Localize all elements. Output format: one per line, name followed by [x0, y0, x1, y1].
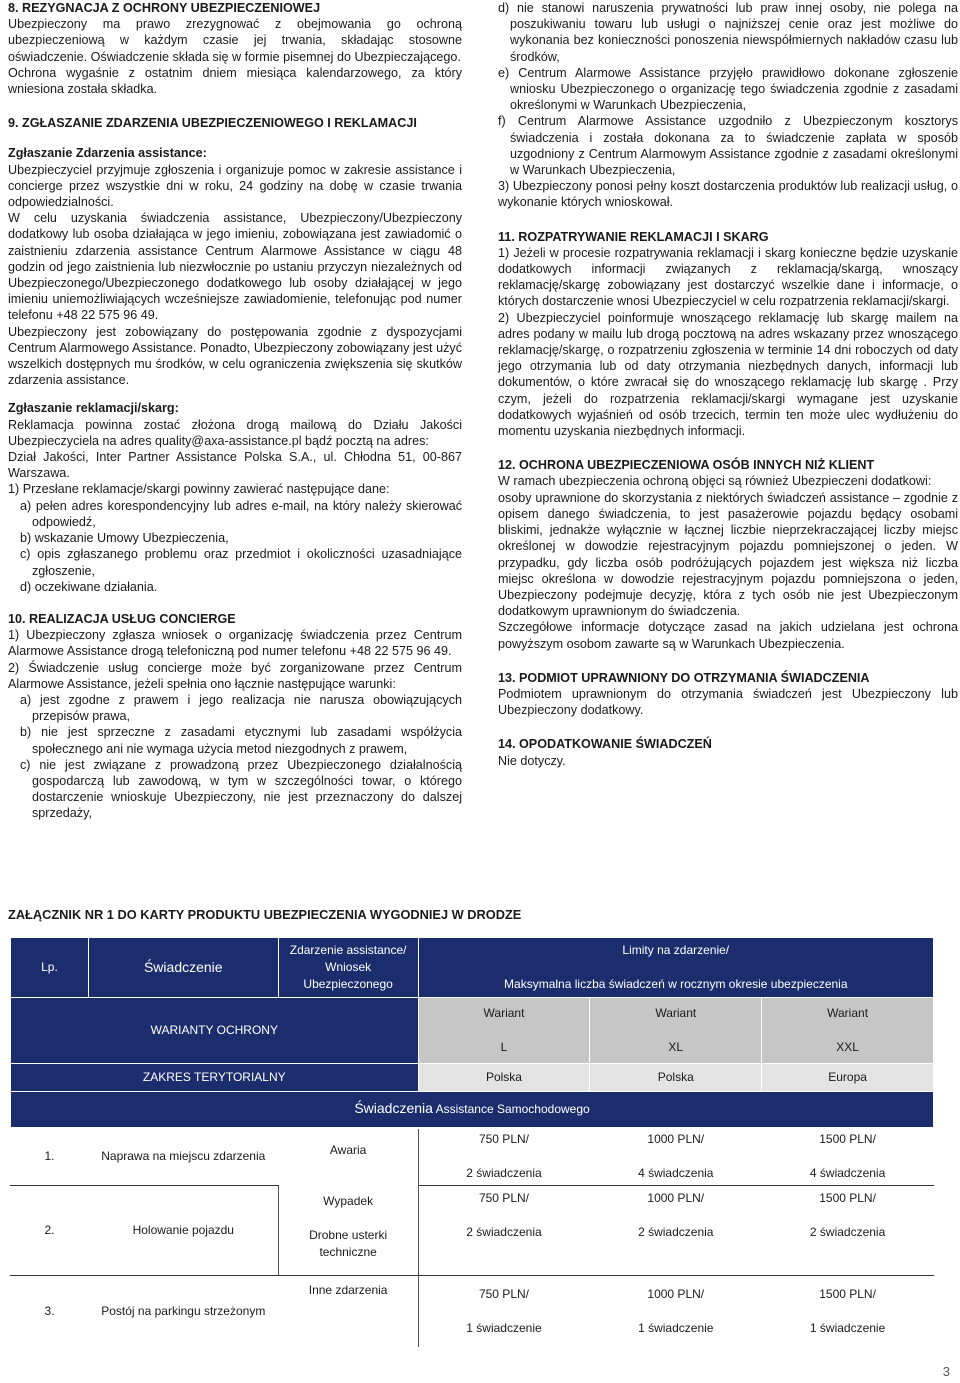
row-limit: 1000 PLN/ 2 świadczenia [590, 1186, 762, 1276]
section-8-paragraph: Ochrona wygaśnie z ostatnim dniem miesiąca kalendarzowego, za który wniesiona została składka. [8, 65, 462, 97]
section-label: Świadczenia Assistance Samochodowego [11, 1092, 934, 1128]
list-item: e) Centrum Alarmowe Assistance przyjęło prawidłowo dokonane zgłoszenie wniosku Ubezpieczonego o organizację tego świadczenia zgodnie z zasadami określonymi w Warunkach Ubezpieczenia, [498, 65, 958, 113]
section-13-title: 13. PODMIOT UPRAWNIONY DO OTRZYMANIA ŚWIADCZENIA [498, 670, 870, 685]
list-item: f) Centrum Alarmowe Assistance uzgodniło z Ubezpieczonym kosztorys świadczenia i została dokonana za to świadczenie zapłata w sposób uzgodniony z Centrum Alarmowym Assistance zgodnie z zasadami określonymi w Warunkach Ubezpieczenia, [498, 114, 958, 178]
section-10-paragraph: 2) Świadczenie usług concierge może być zorganizowane przez Centrum Alarmowe Assistance, jeżeli spełnia ono łącznie następujące warunki: [8, 660, 462, 691]
row-name: Naprawa na miejscu zdarzenia [88, 1128, 278, 1186]
section-8-title: 8. REZYGNACJA Z OCHRONY UBEZPIECZENIOWEJ [8, 1, 321, 15]
table-row [11, 1128, 934, 1186]
territory-value: Europa [762, 1064, 934, 1092]
list-item: b) wskazanie Umowy Ubezpieczenia, [20, 531, 229, 546]
variant-xl: Wariant XL [590, 998, 762, 1064]
row-limit: 1000 PLN/ 4 świadczenia [590, 1128, 762, 1186]
section-9-paragraph: Ubezpieczyciel przyjmuje zgłoszenia i organizuje pomoc w zakresie assistance i concierge przez wszystkie dni w roku, 24 godziny na dobę w czasie trwania odpowiedzialności. [8, 162, 462, 210]
list-item: a) jest zgodne z prawem i jego realizacja nie narusza obowiązujących przepisów prawa, [20, 692, 462, 724]
left-column [8, 0, 462, 822]
variant-xxl: Wariant XXL [762, 998, 934, 1064]
section-row [11, 1092, 934, 1128]
row-limit: 750 PLN/ 2 świadczenia [418, 1186, 590, 1276]
table-header-row [11, 938, 934, 998]
section-11-title: 11. ROZPATRYWANIE REKLAMACJI I SKARG [498, 229, 769, 244]
subheading-assistance: Zgłaszanie Zdarzenia assistance: [8, 146, 207, 161]
section-9-title: 9. ZGŁASZANIE ZDARZENIA UBEZPIECZENIOWEGO I REKLAMACJI [8, 116, 417, 131]
territory-value: Polska [590, 1064, 762, 1092]
row-limit: 1000 PLN/ 1 świadczenie [590, 1276, 762, 1348]
row-event: Awaria Wypadek Drobne usterki techniczne [278, 1128, 418, 1276]
subheading-complaints: Zgłaszanie reklamacji/skarg: [8, 401, 179, 416]
list-item: d) nie stanowi naruszenia prywatności lub praw innej osoby, nie polega na poszukiwaniu towaru lub usługi o najniższej cenie oraz jest możliwe do wykonania bez konieczności ponoszenia niewspółmiernych nakładów czasu lub środków, [498, 1, 958, 64]
header-limity: Limity na zdarzenie/ Maksymalna liczba świadczeń w rocznym okresie ubezpieczenia [418, 938, 933, 998]
row-limit: 1500 PLN/ 1 świadczenie [762, 1276, 934, 1348]
variant-l: Wariant L [418, 998, 590, 1064]
list-item: a) pełen adres korespondencyjny lub adres e-mail, na który należy skierować odpowiedź, [20, 498, 462, 529]
section-12-paragraph: osoby uprawnione do skorzystania z niektórych świadczeń assistance – zgodnie z opisem danego świadczenia, to jest pasażerowie pojazdu będący osobami bliskimi, jednakże wyłącznie w łącznej liczbie nieprzekraczającej liczby miejsc określonej w dowodzie rejestracyjnym pojazdu pomniejszonej o jeden. W przypadku, gdy liczba osób podróżujących pojazdem jest większa niż liczba miejsc określona w dowodzie rejestracyjnym pojazdu pomniejszona o jeden, Ubezpieczony podejmuje decyzję, która z tych osób nie jest Ubezpieczonym dodatkowym uprawnionym do świadczenia. [498, 490, 958, 619]
row-limit: 750 PLN/ 2 świadczenia [418, 1128, 590, 1186]
row-limit: 750 PLN/ 1 świadczenie [418, 1276, 590, 1348]
header-zdarzenie: Zdarzenie assistance/ Wniosek Ubezpieczonego [278, 938, 418, 998]
section-8-paragraph: Ubezpieczony ma prawo zrezygnować z obejmowania go ochroną ubezpieczeniową w każdym czasie jej trwania, składając stosowne oświadczenie. Oświadczenie składa się w formie pisemnej do Ubezpieczającego. [8, 17, 462, 64]
right-column [498, 0, 958, 769]
section-14-paragraph: Nie dotyczy. [498, 753, 566, 768]
section-10-paragraph: 1) Ubezpieczony zgłasza wniosek o organizację świadczenia przez Centrum Alarmowe Assistance drogą telefoniczną pod numer telefonu +48 22 575 96 49. [8, 628, 462, 659]
section-11-paragraph: 1) Jeżeli w procesie rozpatrywania reklamacji i skarg konieczne będzie uzyskanie dodatkowych informacji związanych z reklamacją/skargą, wnoszący reklamację/skargę zobowiązany jest dostarczyć wszelkie dane i informacje, o których dostarczenie wnosi Ubezpieczyciel w celu rozpatrzenia reklamacji/skargi. [498, 245, 958, 309]
row-event: Inne zdarzenia [278, 1276, 418, 1348]
variants-label: WARIANTY OCHRONY [11, 998, 419, 1064]
list-item: d) oczekiwane działania. [20, 579, 158, 594]
list-item: c) nie jest związane z prowadzoną przez Ubezpieczonego działalnością gospodarczą lub zawodową, w tym w szczególności towar, o którego dostarczenie wnioskuje Ubezpieczony, nie jest przeznaczony do dalszej sprzedaży, [20, 757, 462, 821]
section-9-paragraph: W celu uzyskania świadczenia assistance, Ubezpieczony/Ubezpieczony dodatkowy lub osoba działająca w jego imieniu, zobowiązana jest zawiadomić o zaistnieniu zdarzenia assistance Centrum Alarmowe Assistance w ciągu 48 godzin od jego zaistnienia lub niezwłocznie po ustaniu przyczyn niezależnych od Ubezpieczonego/Ubezpieczonego dodatkowego lub osoby działającej w jego imieniu uniemożliwiających wcześniejsze zawiadomienie, telefonując pod numer telefonu +48 22 575 96 49. [8, 211, 462, 323]
list-item: c) opis zgłaszanego problemu oraz przedmiot i okoliczności uzasadniające zgłoszenie, [20, 547, 462, 578]
list-item: b) nie jest sprzeczne z zasadami etycznymi lub zasadami współżycia społecznego ani nie wymaga użycia metod niezgodnych z prawem, [20, 725, 462, 756]
section-10-paragraph: 3) Ubezpieczony ponosi pełny koszt dostarczenia produktów lub realizacji usług, o wykonanie których wnioskował. [498, 179, 958, 210]
row-lp: 3. [11, 1276, 89, 1348]
row-limit: 1500 PLN/ 2 świadczenia [762, 1186, 934, 1276]
territory-value: Polska [418, 1064, 590, 1092]
section-12-title: 12. OCHRONA UBEZPIECZENIOWA OSÓB INNYCH NIŻ KLIENT [498, 458, 875, 473]
page-number: 3 [942, 1364, 950, 1379]
table-row [11, 1276, 934, 1348]
header-swiadczenie: Świadczenie [88, 938, 278, 998]
row-name: Holowanie pojazdu [88, 1186, 278, 1276]
section-9-paragraph: Ubezpieczony jest zobowiązany do postępowania zgodnie z dyspozycjami Centrum Alarmowego Assistance. Ponadto, Ubezpieczony zobowiązany jest użyć wszelkich dostępnych mu środków, w celu ograniczenia zwiększenia się skutków zdarzenia assistance. [8, 324, 462, 388]
row-lp: 2. [11, 1186, 89, 1276]
section-10-title: 10. REALIZACJA USŁUG CONCIERGE [8, 611, 236, 626]
section-9-paragraph: 1) Przesłane reklamacje/skargi powinny zawierać następujące dane: [8, 482, 390, 497]
territory-row [11, 1064, 934, 1092]
row-name: Postój na parkingu strzeżonym [88, 1276, 278, 1348]
section-12-paragraph: Szczegółowe informacje dotyczące zasad na jakich udzielana jest ochrona powyższym osobom zawarte są w Warunkach Ubezpieczenia. [498, 620, 958, 651]
section-11-paragraph: 2) Ubezpieczyciel poinformuje wnoszącego reklamację lub skargę mailem na adres podany w mailu lub drogą pocztową na adres wskazany przez wnoszącego reklamację/skargę, o rozpatrzeniu zgłoszenia w terminie 14 dni roboczych od daty jego otrzymania lub od daty otrzymania niezbędnych danych, informacji lub dokumentów, o które zwracał się do wnoszącego reklamację lub skargę . Przy czym, jeżeli do rozpatrzenia reklamacji/skargi wymagane jest uzyskanie dodatkowych wyjaśnień od osób trzecich, termin ten może ulec wydłużeniu do momentu uzyskania niezbędnych informacji. [498, 310, 958, 439]
variants-row [11, 998, 934, 1064]
section-9-address: Dział Jakości, Inter Partner Assistance Polska S.A., ul. Chłodna 51, 00-867 Warszawa. [8, 450, 462, 481]
annex-title: ZAŁĄCZNIK NR 1 DO KARTY PRODUKTU UBEZPIECZENIA WYGODNIEJ W DRODZE [8, 907, 522, 922]
section-13-paragraph: Podmiotem uprawnionym do otrzymania świadczeń jest Ubezpieczony lub Ubezpieczony dodatkowy. [498, 686, 958, 718]
row-lp: 1. [11, 1128, 89, 1186]
section-14-title: 14. OPODATKOWANIE ŚWIADCZEŃ [498, 737, 712, 752]
section-9-paragraph: Reklamacja powinna zostać złożona drogą mailową do Działu Jakości Ubezpieczyciela na adres quality@axa-assistance.pl bądź pocztą na adres: [8, 417, 462, 448]
section-12-paragraph: W ramach ubezpieczenia ochroną objęci są również Ubezpieczeni dodatkowi: [498, 474, 932, 489]
table-row [11, 1186, 934, 1276]
territory-label: ZAKRES TERYTORIALNY [11, 1064, 419, 1092]
row-limit: 1500 PLN/ 4 świadczenia [762, 1128, 934, 1186]
benefits-table [10, 937, 934, 1348]
header-lp: Lp. [11, 938, 89, 998]
